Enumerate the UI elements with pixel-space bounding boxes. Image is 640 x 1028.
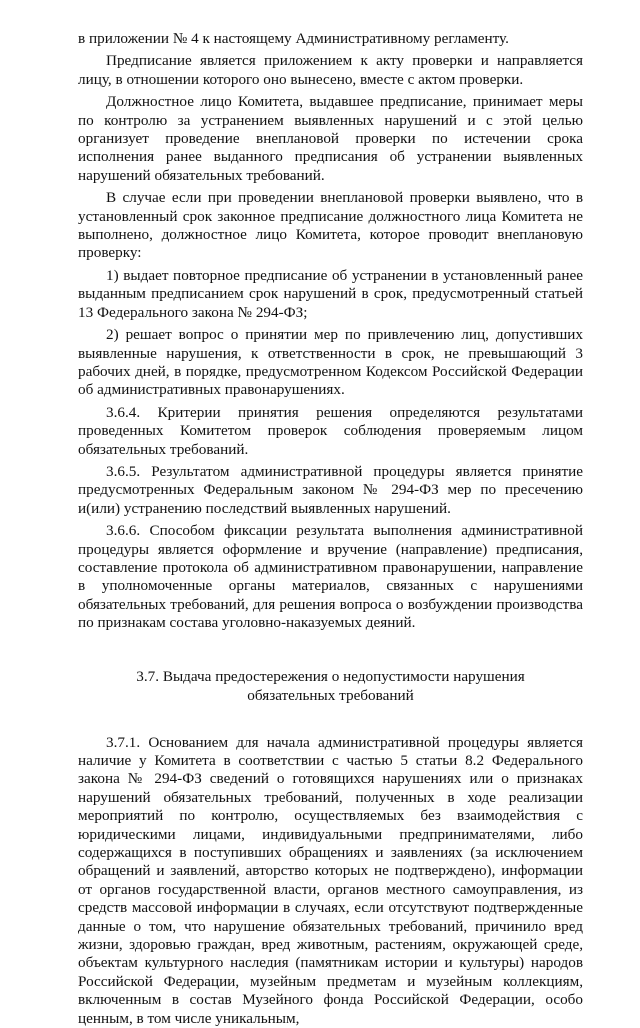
paragraph-3-6-5: 3.6.5. Результатом административной процедуры является принятие предусмотренных Федеральным законом № 294-ФЗ мер по пресечению и(или) устранению последствий выявленных нарушений.	[78, 462, 583, 517]
paragraph-official-measures: Должностное лицо Комитета, выдавшее предписание, принимает меры по контролю за устранением выявленных нарушений и с этой целью организует проведение внеплановой проверки по истечении срока исполнения ранее выданного предписания об устранении выявленных нарушений обязательных требований.	[78, 93, 583, 184]
section-heading-line-2: обязательных требований	[247, 686, 414, 704]
paragraph-continuation: в приложении № 4 к настоящему Административному регламенту.	[78, 30, 509, 47]
paragraph-3-6-6: 3.6.6. Способом фиксации результата выполнения административной процедуры является оформление и вручение (направление) предписания, составление протокола об административном правонарушении, направление в уполномоченные органы материалов, связанных с нарушениями обязательных требований, для решения вопроса о возбуждении производства по признакам состава уголовно-наказуемых деяний.	[78, 522, 583, 632]
paragraph-prescription-attachment: Предписание является приложением к акту проверки и направляется лицу, в отношении которого оно вынесено, вместе с актом проверки.	[78, 52, 583, 88]
spacer	[78, 705, 583, 734]
list-item-1: 1) выдает повторное предписание об устранении в установленный ранее выданным предписанием срок нарушений в срок, предусмотренный статьей 13 Федерального закона № 294-ФЗ;	[78, 266, 583, 321]
section-heading-3-7	[78, 667, 583, 705]
list-item-2: 2) решает вопрос о принятии мер по привлечению лиц, допустивших выявленные нарушения, к ответственности в срок, не превышающий 3 рабочих дней, в порядке, предусмотренном Кодексом Российской Федерации об административных правонарушениях.	[78, 326, 583, 399]
paragraph-3-6-4: 3.6.4. Критерии принятия решения определяются результатами проведенных Комитетом проверок соблюдения проверяемым лицом обязательных требований.	[78, 403, 583, 458]
section-heading-line-1: 3.7. Выдача предостережения о недопустимости нарушения	[136, 667, 525, 685]
paragraph-3-7-1: 3.7.1. Основанием для начала административной процедуры является наличие у Комитета в соответствии с частью 5 статьи 8.2 Федерального закона № 294-ФЗ сведений о готовящихся нарушениях или о признаках нарушений обязательных требований, полученных в ходе реализации мероприятий по контролю, осуществляемых без взаимодействия с юридическими лицами, индивидуальными предпринимателями, либо содержащихся в поступивших обращениях и заявлениях (за исключением обращений и заявлений, авторство которых не подтверждено), информации от органов государственной власти, органов местного самоуправления, из средств массовой информации в случаях, если отсутствуют подтвержденные данные о том, что нарушение обязательных требований, причинило вред жизни, здоровью граждан, вред животным, растениям, окружающей среде, объектам культурного наследия (памятникам истории и культуры) народов Российской Федерации, музейным предметам и музейным коллекциям, включенным в состав Музейного фонда Российской Федерации, особо ценным, в том числе уникальным,	[78, 733, 583, 1027]
document-body	[78, 30, 583, 1028]
paragraph-unplanned-inspection: В случае если при проведении внеплановой проверки выявлено, что в установленный срок законное предписание должностного лица Комитета не выполнено, должностное лицо Комитета, которое проводит внеплановую проверку:	[78, 189, 583, 262]
